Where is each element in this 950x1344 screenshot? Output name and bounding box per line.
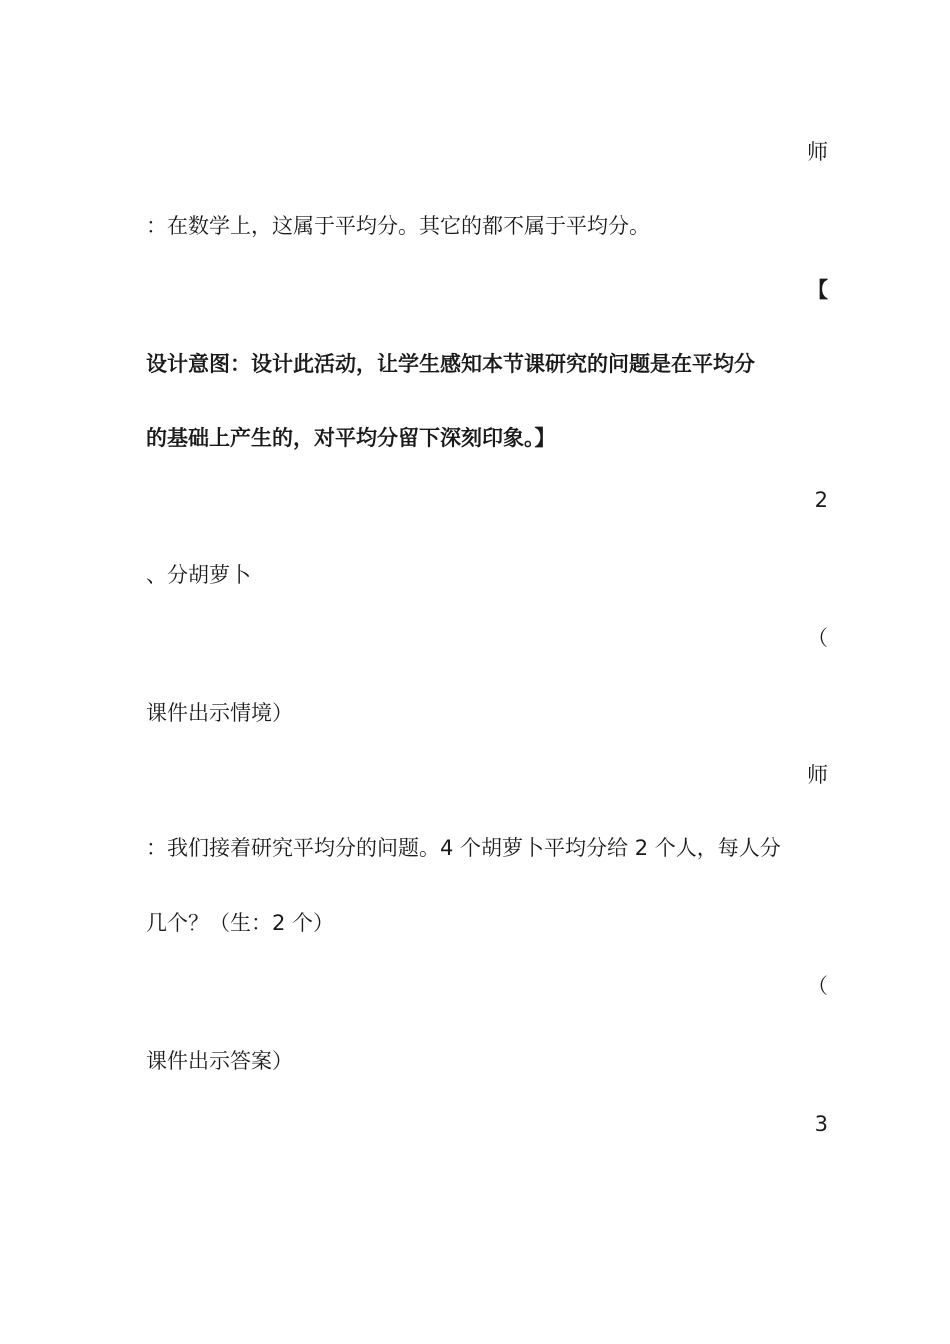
section-number: 2: [814, 488, 828, 512]
paragraph-line: ：我们接着研究平均分的问题。4 个胡萝卜平均分给 2 个人，每人分: [146, 836, 781, 860]
stage-direction: 课件出示情境）: [146, 701, 293, 725]
paragraph-line: 几个？（生：2 个）: [146, 911, 335, 935]
speaker-label-teacher: 师: [807, 140, 828, 164]
stage-direction: 课件出示答案）: [146, 1049, 293, 1073]
paren-open: （: [807, 974, 828, 998]
speaker-label-teacher: 师: [807, 763, 828, 787]
section-title: 、分胡萝卜: [146, 563, 251, 587]
design-intent-line-2: 的基础上产生的，对平均分留下深刻印象。】: [146, 426, 556, 450]
bracket-open: 【: [807, 278, 828, 302]
paragraph-line: ：在数学上，这属于平均分。其它的都不属于平均分。: [146, 214, 650, 238]
design-intent-line-1: 设计意图：设计此活动，让学生感知本节课研究的问题是在平均分: [146, 352, 755, 376]
paren-open: （: [807, 626, 828, 650]
section-number: 3: [814, 1112, 828, 1136]
